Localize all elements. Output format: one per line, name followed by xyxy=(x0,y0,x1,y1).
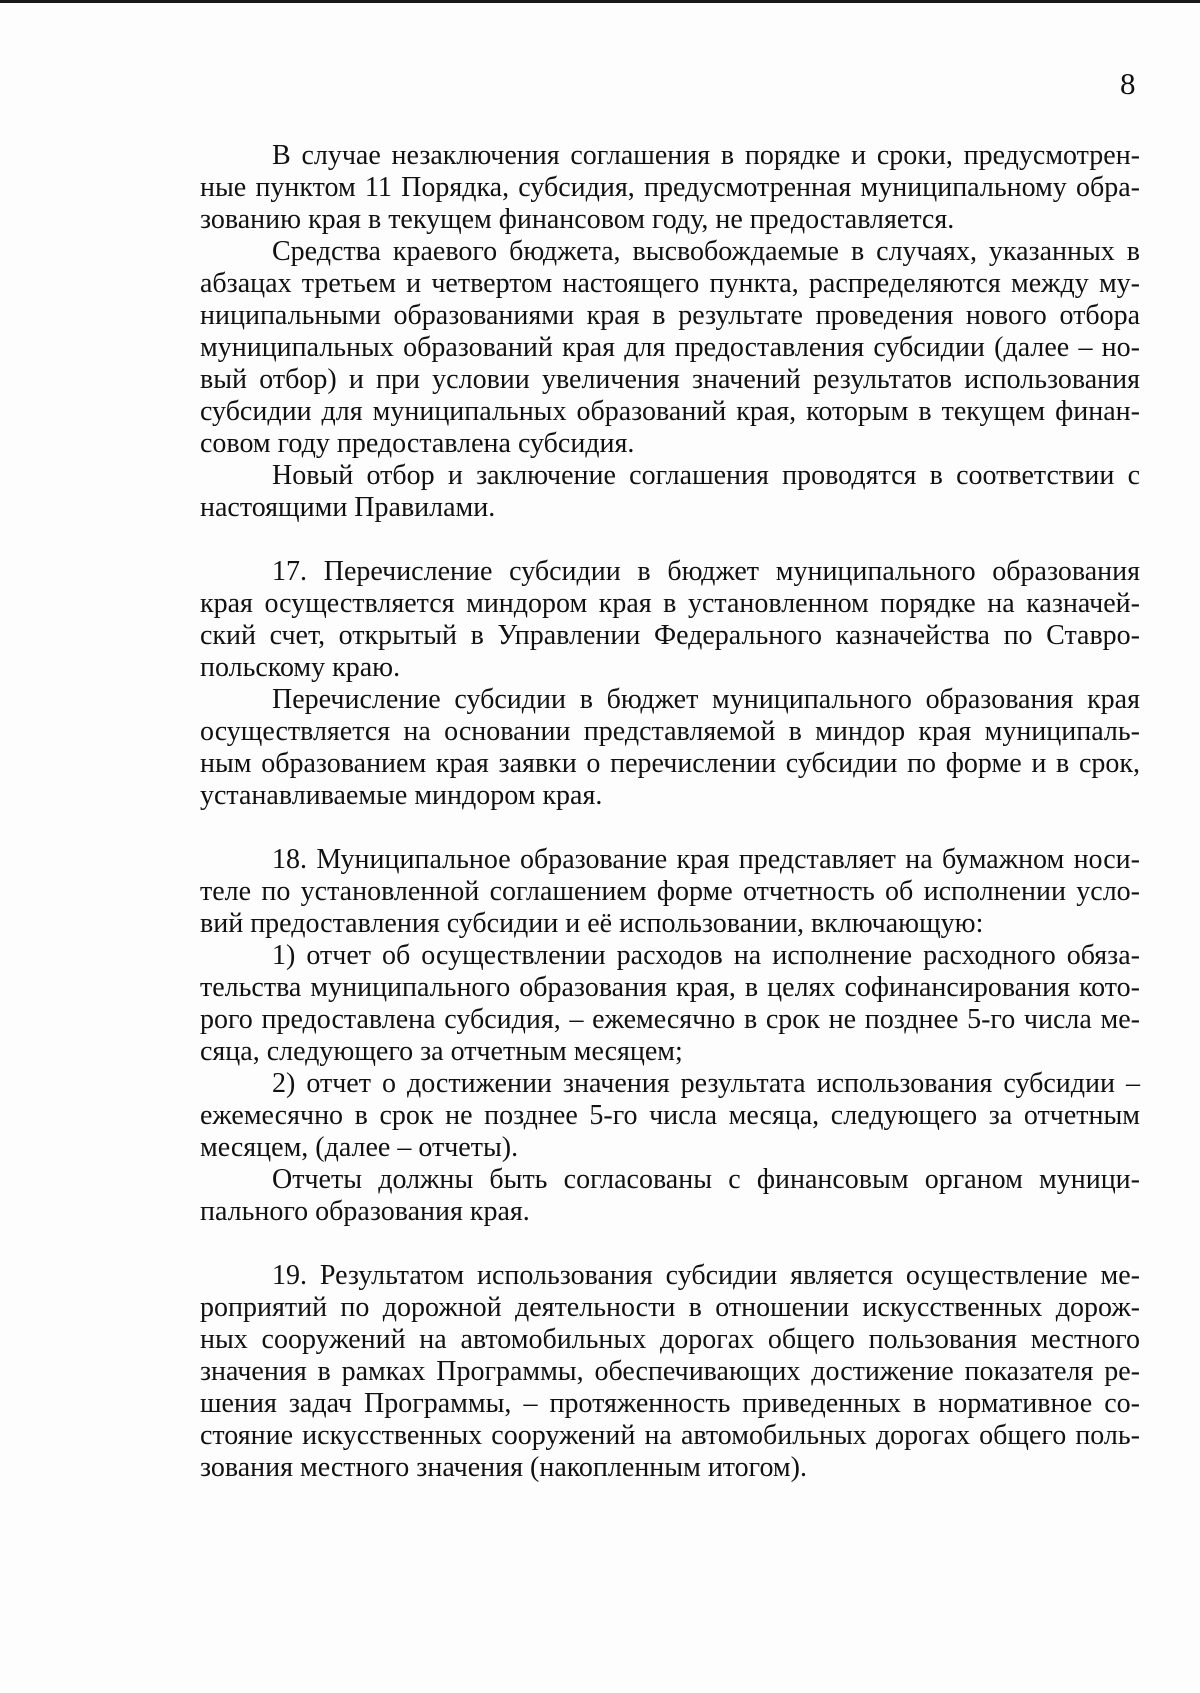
scan-edge-line xyxy=(0,0,1200,3)
text-line: 2) отчет о достижении значения результата использования субсидии – xyxy=(272,1068,1140,1099)
text-line: теле по установленной соглашением форме отчетность об исполнении усло- xyxy=(200,876,1140,907)
text-line: муниципальных образований края для предоставления субсидии (далее – но- xyxy=(200,332,1140,363)
text-line: Средства краевого бюджета, высвобождаемые в случаях, указанных в xyxy=(272,236,1140,267)
text-line: абзацах третьем и четвертом настоящего пункта, распределяются между му- xyxy=(200,268,1140,299)
text-line: ные пунктом 11 Порядка, субсидия, предусмотренная муниципальному обра- xyxy=(200,172,1140,203)
text-line: Перечисление субсидии в бюджет муниципального образования края xyxy=(272,684,1140,715)
text-line: рого предоставлена субсидия, – ежемесячно в срок не позднее 5-го числа ме- xyxy=(200,1004,1140,1035)
text-line: сяца, следующего за отчетным месяцем; xyxy=(200,1036,683,1067)
text-line: ных сооружений на автомобильных дорогах общего пользования местного xyxy=(200,1324,1140,1355)
text-line: устанавливаемые миндором края. xyxy=(200,780,603,811)
text-line: настоящими Правилами. xyxy=(200,492,496,523)
text-line: субсидии для муниципальных образований края, которым в текущем финан- xyxy=(200,396,1140,427)
text-line: вый отбор) и при условии увеличения значений результатов использования xyxy=(200,364,1140,395)
text-line: 17. Перечисление субсидии в бюджет муниципального образования xyxy=(272,556,1140,587)
text-line: Отчеты должны быть согласованы с финансовым органом муници- xyxy=(272,1164,1140,1195)
text-line: ниципальными образованиями края в результате проведения нового отбора xyxy=(200,300,1140,331)
text-line: 18. Муниципальное образование края представляет на бумажном носи- xyxy=(272,844,1140,875)
text-line: шения задач Программы, – протяженность приведенных в нормативное со- xyxy=(200,1388,1140,1419)
text-line: стояние искусственных сооружений на автомобильных дорогах общего поль- xyxy=(200,1420,1140,1451)
text-line: 1) отчет об осуществлении расходов на исполнение расходного обяза- xyxy=(272,940,1140,971)
text-line: совом году предоставлена субсидия. xyxy=(200,428,635,459)
text-line: ежемесячно в срок не позднее 5-го числа месяца, следующего за отчетным xyxy=(200,1100,1140,1131)
text-line: тельства муниципального образования края, в целях софинансирования кото- xyxy=(200,972,1140,1003)
text-line: зования местного значения (накопленным итогом). xyxy=(200,1452,807,1483)
text-line: значения в рамках Программы, обеспечивающих достижение показателя ре- xyxy=(200,1356,1140,1387)
text-line: зованию края в текущем финансовом году, не предоставляется. xyxy=(200,204,955,235)
page-number: 8 xyxy=(1120,66,1136,101)
text-line: 19. Результатом использования субсидии является осуществление ме- xyxy=(272,1260,1140,1291)
text-line: ным образованием края заявки о перечислении субсидии по форме и в срок, xyxy=(200,748,1140,779)
text-line: края осуществляется миндором края в установленном порядке на казначей- xyxy=(200,588,1140,619)
text-line: ский счет, открытый в Управлении Федерального казначейства по Ставро- xyxy=(200,620,1140,651)
text-line: польскому краю. xyxy=(200,652,401,683)
text-line: роприятий по дорожной деятельности в отношении искусственных дорож- xyxy=(200,1292,1140,1323)
text-line: осуществляется на основании представляемой в миндор края муниципаль- xyxy=(200,716,1140,747)
text-line: Новый отбор и заключение соглашения проводятся в соответствии с xyxy=(272,460,1140,491)
text-line: пального образования края. xyxy=(200,1196,530,1227)
text-line: вий предоставления субсидии и её использовании, включающую: xyxy=(200,908,984,939)
text-line: В случае незаключения соглашения в порядке и сроки, предусмотрен- xyxy=(272,140,1140,171)
text-line: месяцем, (далее – отчеты). xyxy=(200,1132,519,1163)
